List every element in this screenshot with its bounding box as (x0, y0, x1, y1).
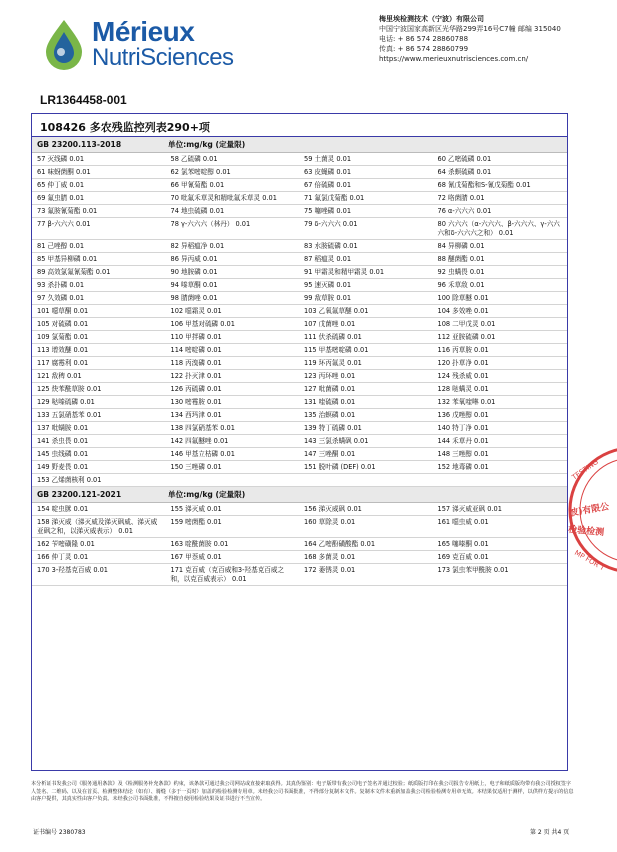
analyte-cell: 143 三氯杀螨砜 0.01 (304, 437, 369, 445)
company-address: 中国宁波国家高新区光华路299弄16号C7幢 邮编 315040 (379, 25, 561, 33)
analyte-cell: 132 苯氧喹啉 0.01 (437, 398, 496, 406)
analyte-cell: 113 增效醚 0.01 (37, 346, 89, 354)
analyte-cell: 156 涕灭威砜 0.01 (304, 505, 362, 513)
analyte-cell (166, 474, 300, 486)
table-row (32, 292, 567, 305)
table-row (32, 279, 567, 292)
company-tel: 电话: + 86 574 28860788 (379, 35, 469, 43)
analyte-cell: 75 噻唑磷 0.01 (304, 207, 352, 215)
analyte-cell: 124 残杀威 0.01 (437, 372, 489, 380)
table-row (32, 331, 567, 344)
analyte-cell: 110 甲拌磷 0.01 (170, 333, 222, 341)
analyte-cell: 129 哒嗪硫磷 0.01 (37, 398, 95, 406)
analyte-cell: 159 嘧菌酯 0.01 (170, 518, 222, 526)
section-header (32, 487, 567, 503)
analyte-cell: 151 脱叶磷 (DEF) 0.01 (304, 463, 376, 471)
analyte-cell: 71 氟氯戊菊酯 0.01 (304, 194, 365, 202)
svg-text:TESTING: TESTING (570, 457, 600, 482)
inspection-seal-icon (560, 440, 617, 580)
analyte-cell: 90 地胺磷 0.01 (170, 268, 218, 276)
merieux-logo (40, 18, 240, 74)
analyte-cell: 146 甲基立枯磷 0.01 (170, 450, 235, 458)
table-row (32, 564, 567, 586)
table-row (32, 422, 567, 435)
analyte-cell: 161 噁虫威 0.01 (437, 518, 489, 526)
analyte-cell: 118 丙溴磷 0.01 (170, 359, 222, 367)
analyte-cell: 112 亚胺硫磷 0.01 (437, 333, 496, 341)
analyte-cell: 157 涕灭威亚砜 0.01 (437, 505, 502, 513)
analyte-cell: 57 灭线磷 0.01 (37, 155, 85, 163)
analyte-cell: 106 甲基对硫磷 0.01 (170, 320, 235, 328)
analyte-cell: 119 环丙氟灵 0.01 (304, 359, 362, 367)
table-row (32, 396, 567, 409)
analyte-cell: 135 治螟磷 0.01 (304, 411, 356, 419)
analyte-cell: 76 α-六六六 0.01 (437, 207, 492, 215)
analyte-cell: 63 皮蝇磷 0.01 (304, 168, 352, 176)
company-info (379, 14, 561, 64)
company-website[interactable]: https://www.merieuxnutrisciences.com.cn/ (379, 55, 529, 63)
analyte-cell: 121 敌稗 0.01 (37, 372, 82, 380)
certificate-number: 证书编号 2380783 (33, 829, 86, 836)
analyte-cell: 171 克百威（克百威和3-羟基克百威之和，以克百威表示） 0.01 (170, 566, 285, 583)
table-title: 108426 多农残监控列表290+项 (32, 114, 567, 137)
analyte-cell: 140 特丁净 0.01 (437, 424, 489, 432)
results-table (31, 113, 568, 771)
analyte-cell: 167 甲萘威 0.01 (170, 553, 222, 561)
analyte-cell: 93 杀扑磷 0.01 (37, 281, 85, 289)
analyte-cell: 64 杀螟硫磷 0.01 (437, 168, 492, 176)
analyte-cell: 58 乙硫磷 0.01 (170, 155, 218, 163)
table-row (32, 305, 567, 318)
table-row (32, 205, 567, 218)
analyte-cell: 154 啶虫脒 0.01 (37, 505, 89, 513)
analyte-cell: 86 异丙威 0.01 (170, 255, 218, 263)
table-row (32, 448, 567, 461)
table-row (32, 344, 567, 357)
analyte-cell: 94 嗪草酮 0.01 (170, 281, 218, 289)
analyte-cell: 83 水胺硫磷 0.01 (304, 242, 358, 250)
analyte-cell: 149 野麦畏 0.01 (37, 463, 89, 471)
analyte-cell: 69 氟虫腈 0.01 (37, 194, 85, 202)
table-row (32, 461, 567, 474)
analyte-cell: 131 喹硫磷 0.01 (304, 398, 356, 406)
report-id: LR1364458-001 (40, 93, 127, 107)
analyte-cell: 111 伏杀硫磷 0.01 (304, 333, 362, 341)
analyte-cell: 130 嘧霉胺 0.01 (170, 398, 222, 406)
table-row (32, 383, 567, 396)
analyte-cell: 73 氟胺氰菊酯 0.01 (37, 207, 98, 215)
footnote: 本分析证书发我公司《服务通用条款》及《检测服务补充条款》约束，该条款可通过我公司网站或直接索取获得。其真伪鉴别：电子版带有我公司电子签名并通过校验；纸质版打印在我公司报告专用纸上，电子和纸质版均带有我公司授权签字人签名、二维码、以及在首页、检测整体结论（如有）、骑缝（多于一页时）加盖的检验检测专用章。未经我公司书面批准，不得部分复制本文件。复制本文件未重新加盖我公司检验检测专用章无效。本结果仅适用于测样，以供样方提示的信息由客户提供，其真实性由客户负责。未经我公司书面批准，不得擅自使用检验结果及证书进行不当宣传。 (31, 781, 574, 803)
table-row (32, 516, 567, 538)
analyte-cell: 87 稻瘟灵 0.01 (304, 255, 352, 263)
table-row (32, 253, 567, 266)
analyte-cell: 78 γ-六六六（林丹） 0.01 (170, 220, 251, 228)
analyte-cell: 99 敌草胺 0.01 (304, 294, 352, 302)
analyte-cell: 158 涕灭威（涕灭威及涕灭砜威、涕灭威亚砜之和，以涕灭威表示） 0.01 (37, 518, 158, 535)
analyte-cell: 165 噻嗪酮 0.01 (437, 540, 489, 548)
analyte-cell: 62 氯苯嘧啶醇 0.01 (170, 168, 231, 176)
analyte-cell: 160 草除灵 0.01 (304, 518, 356, 526)
analyte-cell: 61 味蚜菌酮 0.01 (37, 168, 91, 176)
analyte-cell: 60 乙嘧硫磷 0.01 (437, 155, 492, 163)
table-row (32, 240, 567, 253)
analyte-cell: 144 禾草丹 0.01 (437, 437, 489, 445)
analyte-cell: 84 异柳磷 0.01 (437, 242, 485, 250)
table-row (32, 179, 567, 192)
analyte-cell: 136 戊唑醇 0.01 (437, 411, 489, 419)
analyte-cell: 139 特丁硫磷 0.01 (304, 424, 362, 432)
table-row (32, 192, 567, 205)
logo-text-merieux: Mérieux (92, 16, 195, 47)
section-standard: GB 23200.113-2018 (37, 140, 122, 149)
svg-text:检验检测: 检验检测 (567, 525, 605, 539)
analyte-cell: 137 吡螨胺 0.01 (37, 424, 89, 432)
analyte-cell: 74 地虫硫磷 0.01 (170, 207, 225, 215)
analyte-cell: 150 三唑磷 0.01 (170, 463, 222, 471)
table-row (32, 266, 567, 279)
analyte-cell: 101 噁草酮 0.01 (37, 307, 89, 315)
svg-text:MP FOR T: MP FOR T (573, 548, 606, 573)
analyte-cell: 141 杀虫畏 0.01 (37, 437, 89, 445)
company-name: 梅里埃检测技术（宁波）有限公司 (379, 15, 484, 23)
analyte-cell: 65 仲丁威 0.01 (37, 181, 85, 189)
analyte-cell: 82 异稻瘟净 0.01 (170, 242, 225, 250)
logo-drop-icon (40, 18, 88, 70)
sections-container (32, 137, 567, 586)
analyte-cell: 102 噁霜灵 0.01 (170, 307, 222, 315)
table-row (32, 435, 567, 448)
analyte-cell: 97 久效磷 0.01 (37, 294, 85, 302)
section-unit: 单位:mg/kg (定量限) (168, 140, 246, 149)
table-row (32, 474, 567, 487)
analyte-cell: 116 丙草胺 0.01 (437, 346, 489, 354)
analyte-cell: 128 哒螨灵 0.01 (437, 385, 489, 393)
analyte-cell: 169 克百威 0.01 (437, 553, 489, 561)
analyte-cell: 85 甲基异柳磷 0.01 (37, 255, 98, 263)
analyte-cell: 155 涕灭威 0.01 (170, 505, 222, 513)
table-row (32, 538, 567, 551)
analyte-cell: 67 倍硫磷 0.01 (304, 181, 352, 189)
analyte-cell (299, 474, 433, 486)
analyte-cell: 168 多菌灵 0.01 (304, 553, 356, 561)
analyte-cell: 66 甲氰菊酯 0.01 (170, 181, 225, 189)
analyte-cell: 133 五氯硝基苯 0.01 (37, 411, 102, 419)
analyte-cell: 77 β-六六六 0.01 (37, 220, 91, 228)
analyte-cell: 126 丙硫磷 0.01 (170, 385, 222, 393)
analyte-cell: 173 氯虫苯甲酰胺 0.01 (437, 566, 509, 574)
analyte-cell: 89 高效氯氟氰菊酯 0.01 (37, 268, 111, 276)
analyte-cell: 109 氯菊酯 0.01 (37, 333, 89, 341)
analyte-cell: 115 甲基嘧啶磷 0.01 (304, 346, 369, 354)
analyte-cell: 138 四氯硝基苯 0.01 (170, 424, 235, 432)
analyte-cell: 105 对硫磷 0.01 (37, 320, 89, 328)
analyte-cell (433, 474, 568, 486)
analyte-cell: 98 腈菌唑 0.01 (170, 294, 218, 302)
analyte-cell: 162 苄嘧磺隆 0.01 (37, 540, 95, 548)
analyte-cell: 117 腐霉利 0.01 (37, 359, 89, 367)
analyte-cell: 123 丙环唑 0.01 (304, 372, 356, 380)
analyte-cell: 163 啶酰菌胺 0.01 (170, 540, 229, 548)
analyte-cell: 148 三唑醇 0.01 (437, 450, 489, 458)
analyte-cell: 142 四氟醚唑 0.01 (170, 437, 229, 445)
analyte-cell: 104 多效唑 0.01 (437, 307, 489, 315)
analyte-cell: 120 扑草净 0.01 (437, 359, 489, 367)
analyte-cell: 172 萎锈灵 0.01 (304, 566, 356, 574)
table-row (32, 409, 567, 422)
company-fax: 传真: + 86 574 28860799 (379, 45, 469, 53)
analyte-cell: 92 虫螨畏 0.01 (437, 268, 485, 276)
analyte-cell: 107 戊菌唑 0.01 (304, 320, 356, 328)
table-row (32, 370, 567, 383)
analyte-cell: 72 咯菌腈 0.01 (437, 194, 485, 202)
analyte-cell: 70 吡氟禾草灵和精吡氟禾草灵 0.01 (170, 194, 277, 202)
table-row (32, 166, 567, 179)
logo-text-nutrisciences: NutriSciences (92, 44, 234, 71)
analyte-cell: 125 炔苯酰草胺 0.01 (37, 385, 102, 393)
section-standard: GB 23200.121-2021 (37, 490, 122, 499)
analyte-cell: 122 扑灭津 0.01 (170, 372, 222, 380)
analyte-cell: 79 δ-六六六 0.01 (304, 220, 358, 228)
table-row (32, 218, 567, 240)
analyte-cell: 81 己唑醇 0.01 (37, 242, 85, 250)
analyte-cell: 91 甲霜灵和精甲霜灵 0.01 (304, 268, 385, 276)
analyte-cell: 108 二甲戊灵 0.01 (437, 320, 496, 328)
analyte-cell: 147 三唑酮 0.01 (304, 450, 356, 458)
svg-text:波)有限公: 波)有限公 (568, 502, 611, 519)
analyte-cell: 100 除草醚 0.01 (437, 294, 489, 302)
analyte-cell: 134 西玛津 0.01 (170, 411, 222, 419)
analyte-cell: 80 六六六（α-六六六、β-六六六、γ-六六六和δ-六六六之和） 0.01 (437, 220, 560, 237)
analyte-cell: 95 速灭磷 0.01 (304, 281, 352, 289)
table-row (32, 357, 567, 370)
analyte-cell: 153 乙烯菌核利 0.01 (37, 476, 102, 484)
table-row (32, 551, 567, 564)
analyte-cell: 166 仲丁灵 0.01 (37, 553, 89, 561)
analyte-cell: 96 禾草敌 0.01 (437, 281, 485, 289)
section-unit: 单位:mg/kg (定量限) (168, 490, 246, 499)
table-row (32, 503, 567, 516)
analyte-cell: 152 地毒磷 0.01 (437, 463, 489, 471)
analyte-cell: 127 吡菌磷 0.01 (304, 385, 356, 393)
analyte-cell: 88 醚菌酯 0.01 (437, 255, 485, 263)
analyte-cell: 103 乙氧氟草醚 0.01 (304, 307, 369, 315)
analyte-cell: 68 氰戊菊酯和S-氰戊菊酯 0.01 (437, 181, 531, 189)
table-row (32, 318, 567, 331)
page-number: 第 2 页 共4 页 (530, 829, 570, 836)
table-row (32, 153, 567, 166)
analyte-cell: 145 虫线磷 0.01 (37, 450, 89, 458)
section-header (32, 137, 567, 153)
analyte-cell: 114 嘧啶磷 0.01 (170, 346, 222, 354)
analyte-cell: 170 3-羟基克百威 0.01 (37, 566, 109, 574)
analyte-cell: 59 土菌灵 0.01 (304, 155, 352, 163)
analyte-cell: 164 乙嘧酚磺酸酯 0.01 (304, 540, 376, 548)
